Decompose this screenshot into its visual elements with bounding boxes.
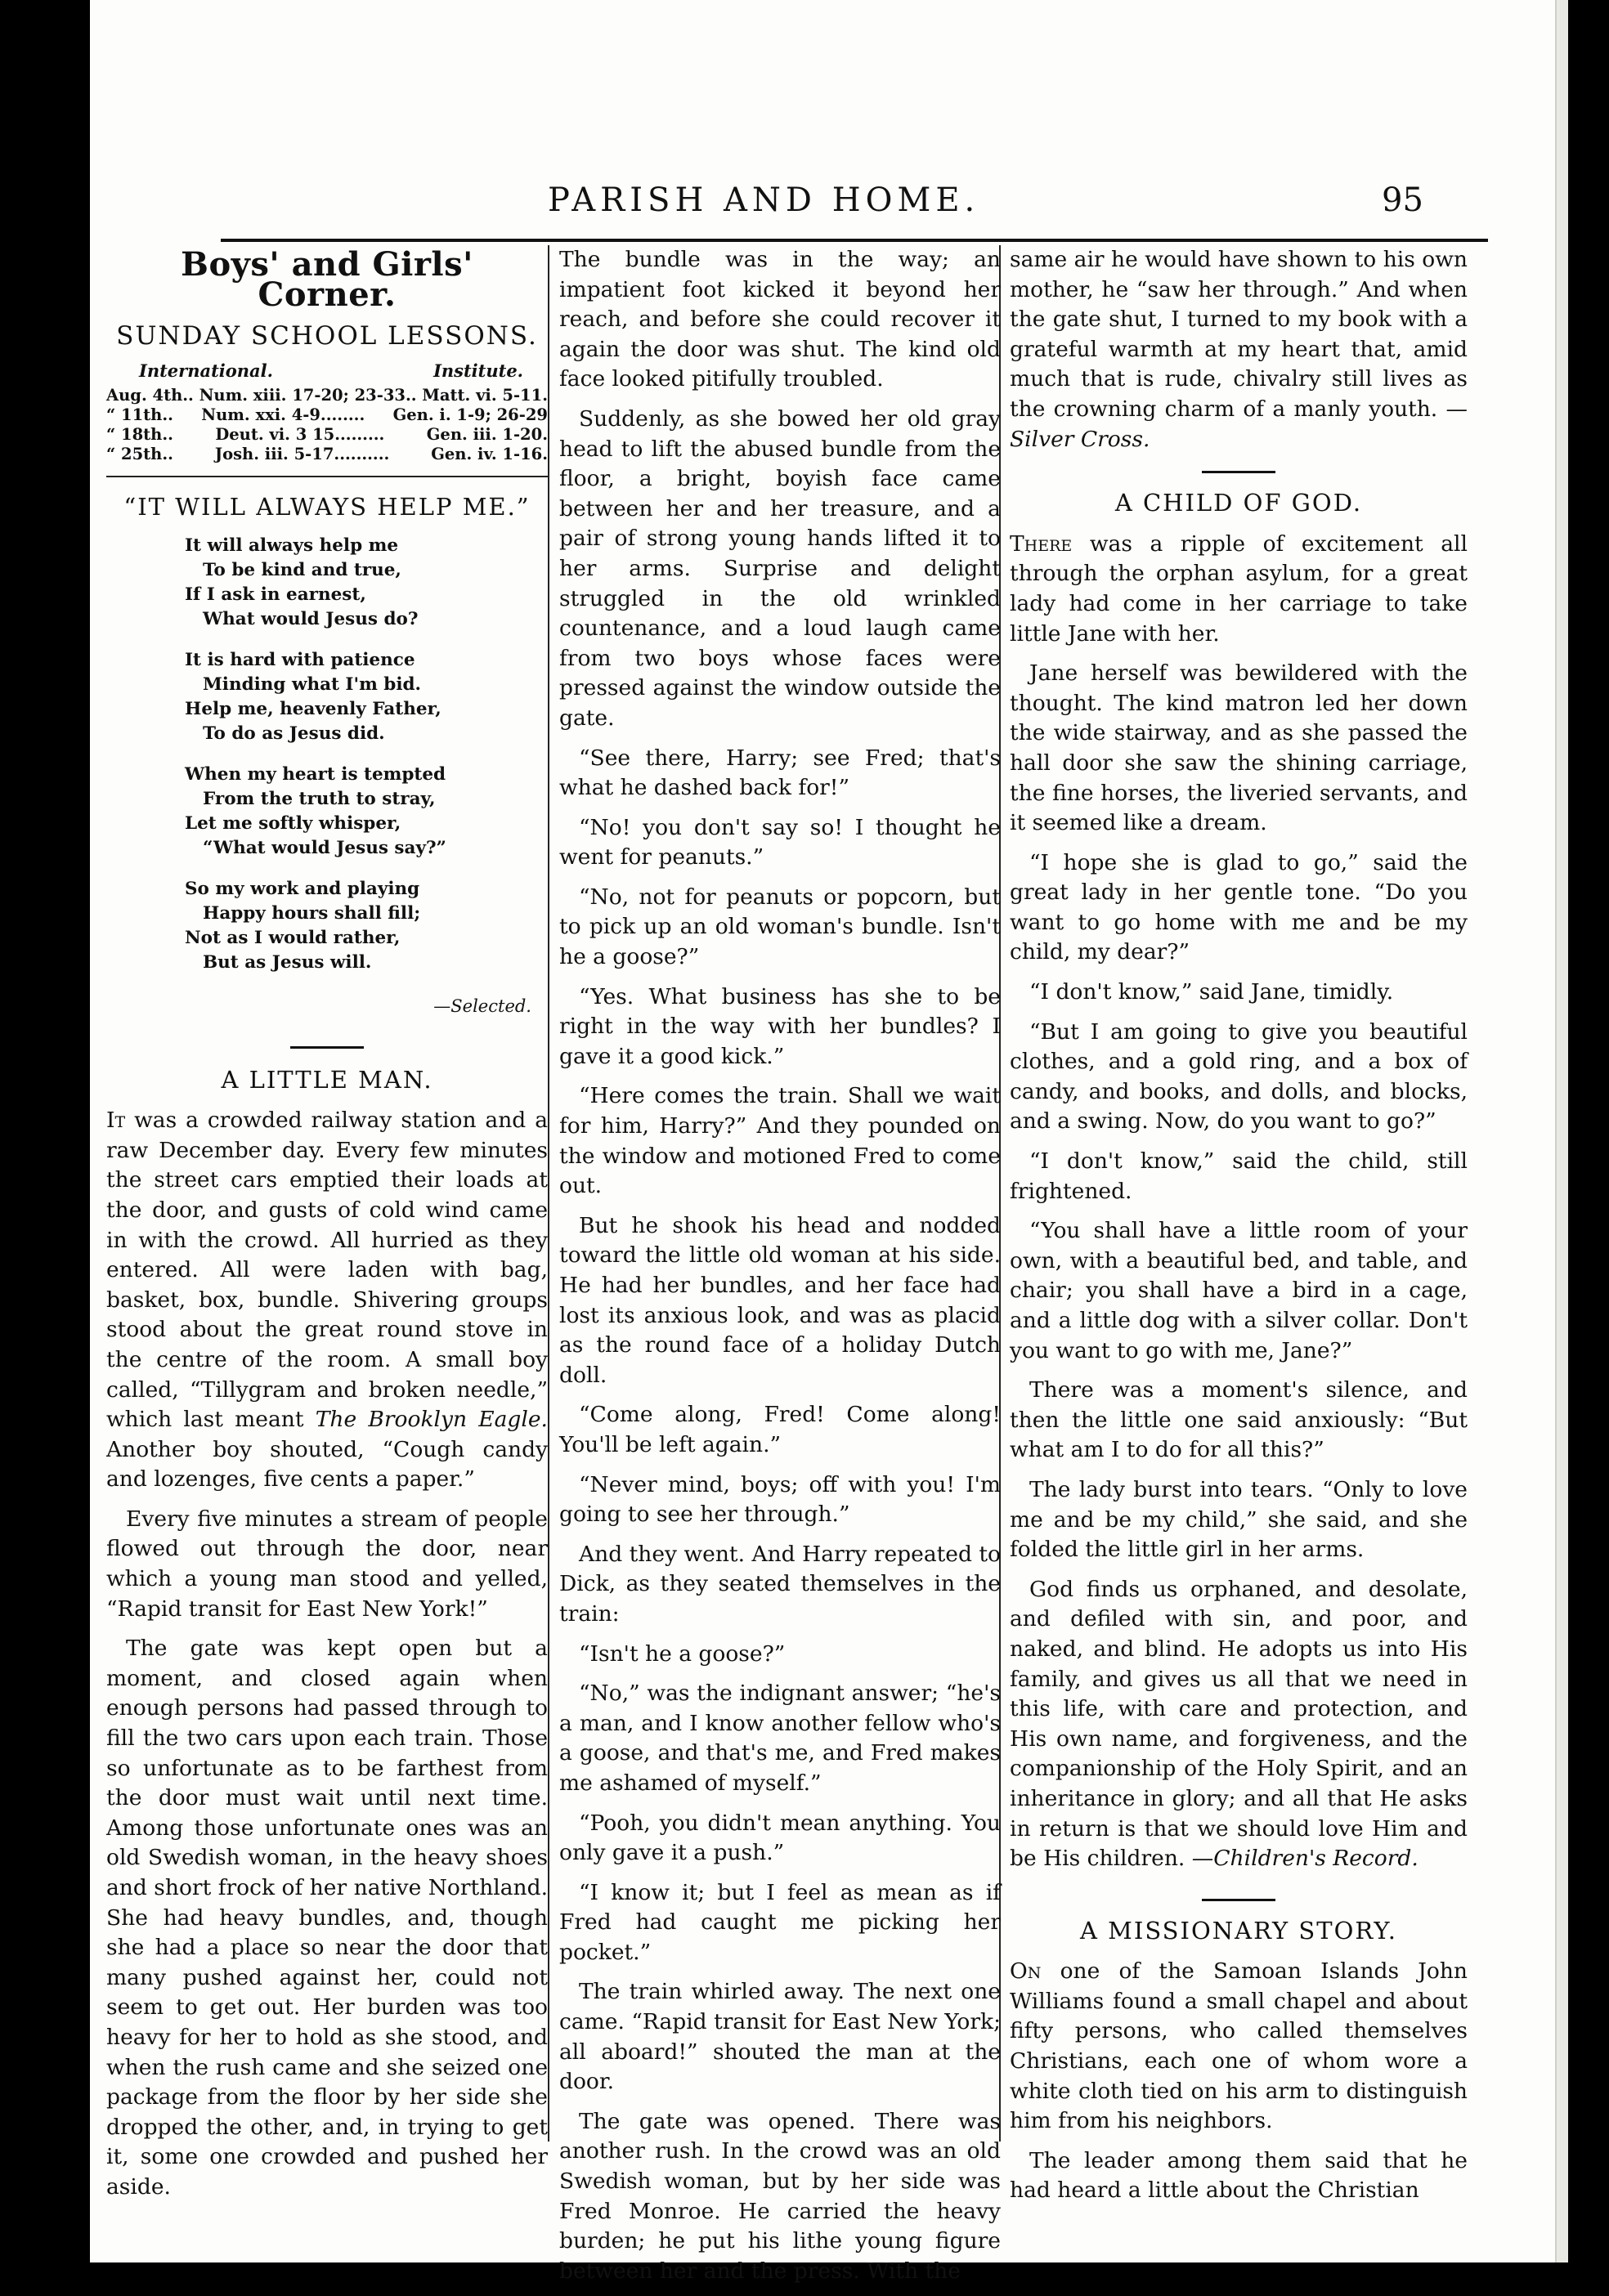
column-divider — [548, 245, 549, 2142]
poem-line: If I ask in earnest, — [185, 584, 366, 605]
lesson-date: “ 25th.. — [106, 445, 173, 464]
article-paragraph: The leader among them said that he had heard a little about the Christian — [1010, 2147, 1468, 2204]
article-paragraph — [106, 1106, 548, 1495]
page-number: 95 — [1382, 181, 1423, 219]
poem-stanza — [185, 648, 548, 746]
running-header: PARISH AND HOME. — [548, 181, 980, 219]
article-paragraph: There was a moment's silence, and then the little one said anxiously: “But what am I to do for all this?” — [1010, 1377, 1468, 1463]
lesson-date: “ 18th.. — [106, 425, 173, 445]
article-paragraph: “I don't know,” said Jane, timidly. — [1029, 979, 1394, 1005]
lesson-date: “ 11th.. — [106, 405, 173, 425]
article-paragraph: “But I am going to give you beautiful clothes, and a gold ring, and a box of candy, and books, and dolls, and blocks, and a swing. Now, do you want to go?” — [1010, 1018, 1468, 1135]
poem-line: Not as I would rather, — [185, 927, 401, 948]
article-paragraph — [1010, 1575, 1468, 1874]
article-paragraph: “No, not for peanuts or popcorn, but to pick up an old woman's bundle. Isn't he a goose?” — [559, 884, 1001, 970]
article-paragraph: “I don't know,” said the child, still frightened. — [1010, 1148, 1468, 1204]
lessons-title: SUNDAY SCHOOL LESSONS. — [116, 321, 538, 351]
corner-title: Boys' and Girls' Corner. — [181, 245, 473, 314]
little-man-title: A LITTLE MAN. — [221, 1065, 433, 1094]
column-2 — [559, 245, 1001, 2296]
poem-line: It will always help me — [185, 535, 399, 556]
article-paragraph: “Never mind, boys; off with you! I'm going to see her through.” — [559, 1471, 1001, 1528]
article-paragraph: “Pooh, you didn't mean anything. You only gave it a push.” — [559, 1810, 1001, 1866]
article-paragraph — [1010, 245, 1468, 454]
paragraph-italic: The Brooklyn Eagle. — [315, 1407, 548, 1433]
article-paragraph — [1010, 530, 1468, 649]
article-paragraph: The gate was kept open but a moment, and closed again when enough persons had passed through to fill the two cars upon each train. Those so unfortunate as to be farthest from the door must wait until next time. Among those unfortunate ones was an old Swedish woman, in the heavy shoes and short frock of her native Northland. She had heavy bundles, and, though she had a place so near the door that many pushed against her, could not seem to get out. Her burden was too heavy for her to hold as she stood, and when the rush came and she seized one package from the floor by her side she dropped the other, and, in trying to get it, some one crowded and pushed her aside. — [106, 1636, 548, 2200]
article-paragraph: “Yes. What business has she to be right in the way with her bundles? I gave it a good kick.” — [559, 983, 1001, 1069]
header-rule — [221, 239, 1488, 242]
poem-line: “What would Jesus say?” — [203, 837, 446, 858]
poem-line: Minding what I'm bid. — [203, 674, 422, 695]
lesson-date: Aug. 4th.. — [106, 386, 194, 405]
lessons-col-institute: Institute. — [433, 360, 523, 381]
article-paragraph: “No,” was the indignant answer; “he's a man, and I know another fellow who's a goose, and that's me, and Fred makes me ashamed of myself.” — [559, 1681, 1001, 1796]
article-paragraph: “Here comes the train. Shall we wait for him, Harry?” And they pounded on the window and motioned Fred to come out. — [559, 1083, 1001, 1199]
poem — [106, 534, 548, 975]
lesson-international: Deut. vi. 3 15......... — [215, 425, 385, 445]
poem-line: To be kind and true, — [203, 559, 401, 580]
lesson-institute: Gen. iii. 1-20. — [426, 425, 548, 445]
poem-stanza — [185, 763, 548, 861]
lessons-col-international: International. — [139, 360, 273, 381]
lesson-institute: Gen. iv. 1-16. — [431, 445, 548, 464]
poem-stanza — [185, 534, 548, 632]
article-paragraph: The lady burst into tears. “Only to love me and be my child,” she said, and she folded the little girl in her arms. — [1010, 1476, 1468, 1563]
article-paragraph: And they went. And Harry repeated to Dick, as they seated themselves in the train: — [559, 1541, 1001, 1627]
article-paragraph: The train whirled away. The next one came. “Rapid transit for East New York; all aboard!” shouted the man at the door. — [559, 1979, 1001, 2095]
poem-line: To do as Jesus did. — [203, 723, 385, 744]
poem-line: What would Jesus do? — [203, 608, 419, 629]
article-paragraph: “I know it; but I feel as mean as if Fred had caught me picking her pocket.” — [559, 1879, 1001, 1965]
lesson-international: Num. xxi. 4-9........ — [201, 405, 365, 425]
lead-word: There — [1010, 530, 1073, 557]
poem-line: Help me, heavenly Father, — [185, 698, 441, 719]
page — [90, 0, 1568, 2284]
poem-byline: —Selected. — [433, 996, 531, 1016]
paragraph-text: was a ripple of excitement all through the orphan asylum, for a great lady had come in her carriage to take little Jane with her. — [1010, 530, 1468, 647]
poem-line: When my heart is tempted — [185, 763, 446, 785]
lesson-international: Josh. iii. 5-17.......... — [214, 445, 390, 464]
paragraph-text: was a crowded railway station and a raw December day. Every few minutes the street cars emptied their loads at the door, and gusts of cold wind came in with the crowd. All hurried as they entered. All were laden with bag, basket, box, bundle. Shivering groups stood about the great round stove in the centre of the room. A small boy called, “Tillygram and broken needle,” which last meant — [106, 1108, 548, 1433]
article-paragraph — [1010, 1957, 1468, 2137]
child-of-god-title: A CHILD OF GOD. — [1114, 489, 1363, 517]
column-3 — [1010, 245, 1468, 2216]
poem-line: Let me softly whisper, — [185, 812, 401, 834]
paragraph-text: God finds us orphaned, and desolate, and defiled with sin, and poor, and naked, and blind. He adopts us into His family, and gives us all that we need in this life, with care and protection, and His own name, and forgiveness, and the companionship of the Holy Spirit, and an inheritance in glory; and all that He asks in return is that we should love Him and be His children. — [1010, 1576, 1468, 1872]
lesson-international: Num. xiii. 17-20; 23-33.. — [199, 386, 417, 405]
lessons-column-heads — [106, 356, 548, 387]
lesson-row — [106, 425, 548, 445]
poem-line: But as Jesus will. — [203, 951, 372, 973]
article-paragraph: The gate was opened. There was another rush. In the crowd was an old Swedish woman, but by her side was Fred Monroe. He carried the heavy burden; he put his lithe young figure between her and the press. With the — [559, 2108, 1001, 2284]
lead-word: It — [106, 1108, 126, 1134]
article-byline: —Children's Record. — [1191, 1846, 1419, 1872]
poem-line: So my work and playing — [185, 878, 420, 899]
column-1 — [106, 245, 548, 2213]
poem-line: From the truth to stray, — [203, 788, 436, 809]
article-byline: —Silver Cross. — [1010, 396, 1468, 452]
article-paragraph: Jane herself was bewildered with the thought. The kind matron led her down the wide stairway, and as she passed the hall door she saw the shining carriage, the fine horses, the liveried servants, and it seemed like a dream. — [1010, 660, 1468, 836]
article-paragraph: “I hope she is glad to go,” said the great lady in her gentle tone. “Do you want to go home with me and be my child, my dear?” — [1010, 849, 1468, 965]
paragraph-text: one of the Samoan Islands John Williams found a small chapel and about fifty persons, who called themselves Christians, each one of whom wore a white cloth tied on his arm to distinguish him from his neighbors. — [1010, 1958, 1468, 2134]
article-paragraph: Suddenly, as she bowed her old gray head to lift the abused bundle from the floor, a bright, boyish face came between her and her treasure, and a pair of strong young hands lifted it to her arms. Surprise and delight struggled in the old wrinkled countenance, and a loud laugh came from two boys whose faces were pressed against the window outside the gate. — [559, 405, 1001, 731]
lessons-table — [106, 386, 548, 464]
poem-title: “IT WILL ALWAYS HELP ME.” — [123, 493, 531, 521]
page-edge — [1555, 0, 1568, 2262]
lesson-row — [106, 386, 548, 405]
missionary-title: A MISSIONARY STORY. — [1080, 1916, 1397, 1945]
short-rule — [1202, 471, 1275, 473]
article-paragraph: “No! you don't say so! I thought he went for peanuts.” — [559, 814, 1001, 871]
section-divider — [106, 476, 548, 477]
little-man-article — [106, 1106, 548, 2202]
article-paragraph: “Isn't he a goose?” — [579, 1640, 786, 1667]
paragraph-text: same air he would have shown to his own mother, he “saw her through.” And when the gate shut, I turned to my book with a grateful warmth at my heart that, amid much that is rude, chivalry still lives as the crowning charm of a manly youth. — [1010, 247, 1468, 422]
lesson-row — [106, 405, 548, 425]
paragraph-text: Another boy shouted, “Cough candy and lozenges, five cents a paper.” — [106, 1436, 548, 1493]
short-rule — [290, 1046, 364, 1049]
article-paragraph: But he shook his head and nodded toward the little old woman at his side. He had her bundles, and her face had lost its anxious look, and was as placid as the round face of a holiday Dutch doll. — [559, 1212, 1001, 1388]
poem-line: Happy hours shall fill; — [203, 902, 421, 924]
poem-line: It is hard with patience — [185, 649, 415, 670]
article-paragraph: Every five minutes a stream of people flowed out through the door, near which a young man stood and yelled, “Rapid transit for East New York!” — [106, 1506, 548, 1622]
lead-word: On — [1010, 1958, 1042, 1985]
short-rule — [1202, 1899, 1275, 1901]
article-paragraph: “See there, Harry; see Fred; that's what he dashed back for!” — [559, 745, 1001, 801]
lesson-institute: Matt. vi. 5-11. — [422, 386, 548, 405]
article-paragraph: “Come along, Fred! Come along! You'll be left again.” — [559, 1402, 1001, 1457]
article-paragraph: “You shall have a little room of your own, with a beautiful bed, and table, and chair; you shall have a bird in a cage, and a little dog with a silver collar. Don't you want to go with me, Jane?” — [1010, 1218, 1468, 1363]
lesson-institute: Gen. i. 1-9; 26-29 — [392, 405, 548, 425]
article-paragraph: The bundle was in the way; an impatient foot kicked it beyond her reach, and before she could recover it again the door was shut. The kind old face looked pitifully troubled. — [559, 247, 1001, 392]
lesson-row — [106, 445, 548, 464]
poem-stanza — [185, 877, 548, 975]
